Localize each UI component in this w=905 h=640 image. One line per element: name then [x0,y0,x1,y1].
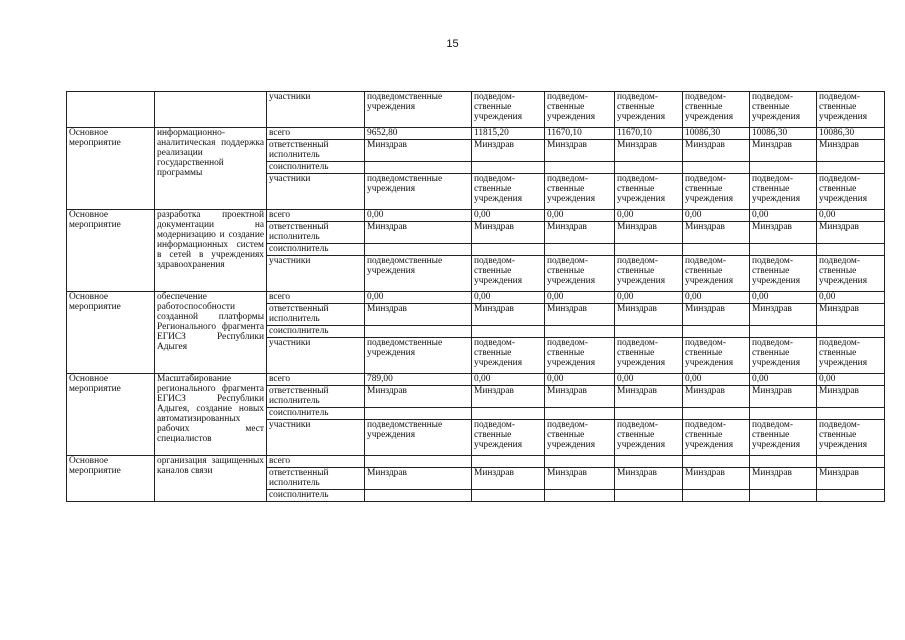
measure-kind-cell: Основное мероприятие [67,128,155,210]
value-cell: 0,00 [817,210,885,222]
value-cell [365,162,472,174]
value-cell: Минздрав [365,222,472,244]
table-row-participants [67,92,885,128]
value-cell: 10086,30 [750,128,817,140]
value-cell [683,326,750,338]
page-number: 15 [446,38,459,50]
value-cell [472,162,545,174]
value-cell [545,244,615,256]
value-cell: Минздрав [472,386,545,408]
value-cell: 9652,80 [365,128,472,140]
value-cell [817,408,885,420]
value-cell [615,162,683,174]
value-cell: подведом-ственные учреждения [472,338,545,374]
value-cell: подведомственные учреждения [365,338,472,374]
row-label: ответственный исполнитель [267,304,365,326]
value-cell: подведомственные учреждения [365,256,472,292]
row-label: соисполнитель [267,490,365,502]
value-cell: 0,00 [683,210,750,222]
value-cell: 0,00 [545,210,615,222]
value-cell: подведомственные учреждения [365,420,472,456]
value-cell: Минздрав [683,386,750,408]
value-cell: 0,00 [472,210,545,222]
row-label: всего [267,292,365,304]
value-cell: 0,00 [817,374,885,386]
value-cell: подведомственные учреждения [365,92,472,128]
measure-kind-cell: Основное мероприятие [67,292,155,374]
value-cell [683,244,750,256]
value-cell [750,490,817,502]
value-cell: подведом-ственные учреждения [683,338,750,374]
value-cell: 0,00 [750,292,817,304]
value-cell: подведом-ственные учреждения [472,174,545,210]
row-label: ответственный исполнитель [267,468,365,490]
value-cell: подведом-ственные учреждения [750,338,817,374]
measure-name-cell: информационно-аналитическая поддержка реализации государственной программы [155,128,267,210]
value-cell: подведом-ственные учреждения [615,92,683,128]
value-cell [683,456,750,468]
value-cell: Минздрав [472,304,545,326]
value-cell [615,456,683,468]
value-cell [365,326,472,338]
value-cell: 10086,30 [683,128,750,140]
value-cell: Минздрав [817,304,885,326]
value-cell: подведом-ственные учреждения [817,338,885,374]
measure-kind-cell: Основное мероприятие [67,210,155,292]
value-cell: Минздрав [615,468,683,490]
value-cell: Минздрав [472,140,545,162]
value-cell: Минздрав [365,304,472,326]
value-cell: Минздрав [615,140,683,162]
value-cell [615,490,683,502]
value-cell: подведом-ственные учреждения [750,420,817,456]
value-cell: подведом-ственные учреждения [817,174,885,210]
value-cell: Минздрав [750,222,817,244]
measure-name-cell: организация защищенных каналов связи [155,456,267,502]
value-cell: Минздрав [615,386,683,408]
row-label: участники [267,420,365,456]
row-label: участники [267,92,365,128]
value-cell [817,456,885,468]
value-cell: Минздрав [817,222,885,244]
table-row-total [67,210,885,222]
value-cell: Минздрав [683,140,750,162]
value-cell: 0,00 [545,292,615,304]
value-cell: Минздрав [365,468,472,490]
value-cell [472,244,545,256]
value-cell: подведом-ственные учреждения [750,92,817,128]
value-cell: 0,00 [365,210,472,222]
value-cell: подведом-ственные учреждения [817,256,885,292]
measure-kind-cell: Основное мероприятие [67,456,155,502]
table-row-total [67,374,885,386]
value-cell: подведом-ственные учреждения [615,256,683,292]
value-cell: подведом-ственные учреждения [750,174,817,210]
value-cell [545,326,615,338]
value-cell: 0,00 [472,374,545,386]
value-cell [750,162,817,174]
row-label: всего [267,456,365,468]
row-label: соисполнитель [267,162,365,174]
value-cell [365,244,472,256]
value-cell: 789,00 [365,374,472,386]
value-cell: 0,00 [683,292,750,304]
value-cell: 0,00 [750,374,817,386]
row-label: соисполнитель [267,408,365,420]
value-cell: 0,00 [472,292,545,304]
value-cell [615,408,683,420]
value-cell [817,490,885,502]
value-cell: 0,00 [683,374,750,386]
value-cell [817,162,885,174]
value-cell [472,408,545,420]
program-measures-table [66,91,885,502]
value-cell: 0,00 [615,292,683,304]
value-cell [472,456,545,468]
value-cell: Минздрав [545,222,615,244]
row-label: участники [267,174,365,210]
value-cell: подведом-ственные учреждения [817,420,885,456]
value-cell: Минздрав [472,222,545,244]
value-cell: 11670,10 [615,128,683,140]
value-cell: Минздрав [365,386,472,408]
row-label: всего [267,210,365,222]
measure-name-cell: Масштабирование регионального фрагмента ЕГИСЗ Республики Адыгея, создание новых автоматизированных рабочих мест специалистов [155,374,267,456]
value-cell: Минздрав [750,304,817,326]
value-cell [817,244,885,256]
row-label: соисполнитель [267,244,365,256]
value-cell [472,326,545,338]
value-cell: подведом-ственные учреждения [615,174,683,210]
value-cell: подведом-ственные учреждения [545,92,615,128]
value-cell: Минздрав [472,468,545,490]
value-cell [615,326,683,338]
value-cell: Минздрав [750,386,817,408]
value-cell: подведомственные учреждения [365,174,472,210]
measure-kind-cell: Основное мероприятие [67,374,155,456]
value-cell: подведом-ственные учреждения [545,174,615,210]
value-cell [545,408,615,420]
value-cell: подведом-ственные учреждения [472,420,545,456]
row-label: ответственный исполнитель [267,140,365,162]
value-cell: 0,00 [615,210,683,222]
row-label: ответственный исполнитель [267,386,365,408]
value-cell: Минздрав [545,140,615,162]
value-cell [545,456,615,468]
value-cell: подведом-ственные учреждения [615,338,683,374]
value-cell [365,456,472,468]
value-cell [615,244,683,256]
table-row-total [67,128,885,140]
value-cell: Минздрав [817,140,885,162]
value-cell: Минздрав [750,140,817,162]
value-cell: подведом-ственные учреждения [683,256,750,292]
value-cell: подведом-ственные учреждения [683,174,750,210]
value-cell: подведом-ственные учреждения [545,420,615,456]
row-label: всего [267,374,365,386]
value-cell [365,408,472,420]
value-cell: подведом-ственные учреждения [683,420,750,456]
value-cell [683,490,750,502]
value-cell [472,490,545,502]
value-cell: 0,00 [817,292,885,304]
value-cell: 0,00 [750,210,817,222]
value-cell [365,490,472,502]
value-cell: подведом-ственные учреждения [750,256,817,292]
value-cell: 11670,10 [545,128,615,140]
value-cell: Минздрав [545,468,615,490]
value-cell: Минздрав [817,386,885,408]
value-cell: 0,00 [615,374,683,386]
value-cell: подведом-ственные учреждения [472,92,545,128]
row-label: соисполнитель [267,326,365,338]
value-cell: подведом-ственные учреждения [615,420,683,456]
value-cell: Минздрав [365,140,472,162]
value-cell: 0,00 [545,374,615,386]
value-cell [750,408,817,420]
value-cell: Минздрав [545,386,615,408]
value-cell [750,244,817,256]
table-row-total [67,292,885,304]
measure-kind-cell [67,92,155,128]
value-cell: подведом-ственные учреждения [545,256,615,292]
value-cell [545,162,615,174]
value-cell [750,326,817,338]
value-cell: подведом-ственные учреждения [817,92,885,128]
value-cell: Минздрав [817,468,885,490]
row-label: участники [267,338,365,374]
value-cell: 11815,20 [472,128,545,140]
value-cell: Минздрав [683,468,750,490]
row-label: всего [267,128,365,140]
measure-name-cell: обеспечение работоспособности созданной платформы Регионального фрагмента ЕГИСЗ Республики Адыгея [155,292,267,374]
row-label: ответственный исполнитель [267,222,365,244]
value-cell: Минздрав [683,304,750,326]
value-cell: подведом-ственные учреждения [472,256,545,292]
value-cell: Минздрав [545,304,615,326]
value-cell: Минздрав [683,222,750,244]
value-cell [683,162,750,174]
value-cell [750,456,817,468]
value-cell [817,326,885,338]
row-label: участники [267,256,365,292]
value-cell [545,490,615,502]
value-cell: Минздрав [750,468,817,490]
value-cell: подведом-ственные учреждения [683,92,750,128]
value-cell: подведом-ственные учреждения [545,338,615,374]
value-cell: Минздрав [615,222,683,244]
measure-name-cell [155,92,267,128]
value-cell: 10086,30 [817,128,885,140]
value-cell [683,408,750,420]
measure-name-cell: разработка проектной документации на модернизацию и создание информационных систем в сетей в учреждениях здравоохранения [155,210,267,292]
value-cell: 0,00 [365,292,472,304]
table-row-total [67,456,885,468]
value-cell: Минздрав [615,304,683,326]
